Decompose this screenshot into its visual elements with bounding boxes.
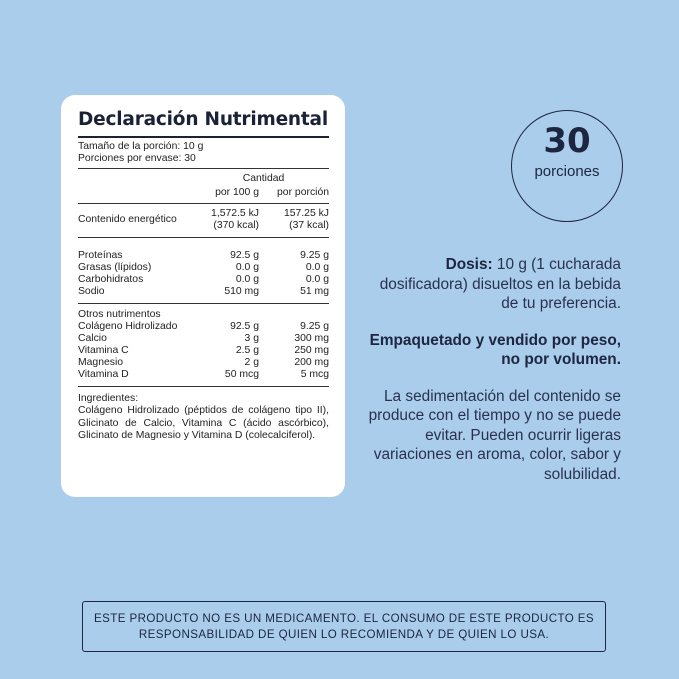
serving-info (78, 138, 329, 169)
servings-badge-unit: porciones (534, 163, 600, 180)
dose-label: Dosis: (445, 256, 493, 273)
energy-row (78, 204, 329, 238)
nutrition-label (61, 95, 345, 497)
table-row: Vitamina D 50 mcg 5 mcg (78, 369, 329, 380)
table-row: Grasas (lípidos) 0.0 g 0.0 g (78, 262, 329, 273)
disclaimer-line-1: ESTE PRODUCTO NO ES UN MEDICAMENTO. EL CONSUMO DE ESTE PRODUCTO ES (93, 612, 595, 625)
dose-text: 10 g (1 cucharada dosificadora) disueltos en la bebida de tu preferencia. (379, 256, 621, 312)
table-row: Sodio 510 mg 51 mg (78, 286, 329, 297)
disclaimer-line-2: RESPONSABILIDAD DE QUIEN LO RECOMIENDA Y DE QUIEN LO USA. (138, 628, 550, 641)
ingredients-title: Ingredientes: (78, 393, 139, 404)
column-headers (78, 169, 329, 204)
table-row: Colágeno Hidrolizado 92.5 g 9.25 g (78, 321, 329, 332)
ingredients-section (78, 387, 329, 446)
table-row: Carbohidratos 0.0 g 0.0 g (78, 274, 329, 285)
table-row: Proteínas 92.5 g 9.25 g (78, 250, 329, 261)
table-row: Calcio 3 g 300 mg (78, 333, 329, 344)
ingredients-text: Colágeno Hidrolizado (péptidos de colágeno tipo II), Glicinato de Calcio, Vitamina C (ácido ascórbico), Glicinato de Magnesio y Vitamina D (colecalciferol). (78, 405, 329, 442)
table-row: Magnesio 2 g 200 mg (78, 357, 329, 368)
other-nutrients-title: Otros nutrimentos (78, 309, 161, 320)
macros-section (78, 238, 329, 304)
product-info (365, 255, 621, 501)
packaging-text: Empaquetado y vendido por peso, no por volumen. (369, 331, 621, 368)
col-per-serving: por porción (277, 187, 329, 198)
disclaimer-box (82, 601, 606, 652)
servings-badge-number: 30 (543, 121, 591, 161)
sediment-paragraph: La sedimentación del contenido se produce con el tiempo y no se puede evitar. Pueden ocurrir ligeras variaciones en aroma, color, sabor y solubilidad. (368, 387, 621, 483)
energy-serving-kj: 157.25 kJ (283, 208, 329, 219)
energy-label: Contenido energético (78, 214, 177, 225)
table-row: Vitamina C 2.5 g 250 mg (78, 345, 329, 356)
nutrition-table (78, 138, 329, 446)
nutrition-title: Declaración Nutrimental (78, 109, 329, 138)
quantity-header: Cantidad (242, 173, 285, 184)
servings-badge (511, 110, 623, 222)
energy-serving-kcal: (37 kcal) (289, 220, 329, 231)
serving-size: Tamaño de la porción: 10 g (78, 141, 204, 152)
packaging-paragraph (365, 331, 621, 370)
dose-paragraph (365, 255, 621, 314)
energy-100g-kcal: (370 kcal) (213, 220, 259, 231)
servings-per-container: Porciones por envase: 30 (78, 153, 196, 164)
col-per-100g: por 100 g (215, 187, 259, 198)
other-nutrients-section (78, 304, 329, 387)
energy-100g-kj: 1,572.5 kJ (211, 208, 259, 219)
